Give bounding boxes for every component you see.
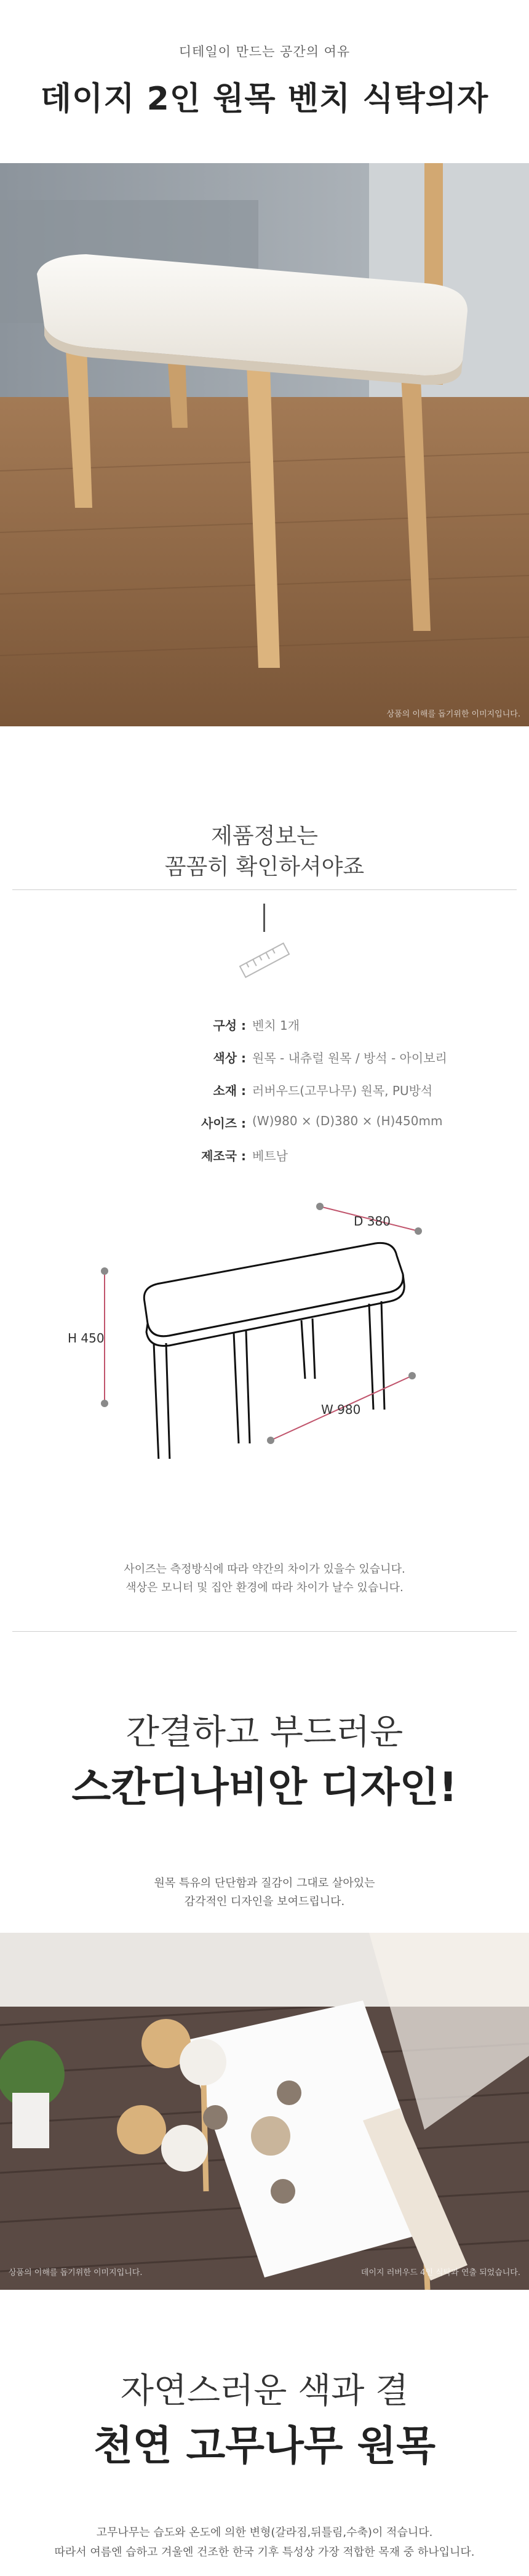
header-tagline: 디테일이 만드는 공간의 여유 <box>178 44 351 59</box>
spec-key: 사이즈 : <box>201 1116 246 1131</box>
spec-row <box>0 1016 529 1040</box>
material-description-line2: 따라서 여름엔 습하고 겨울엔 건조한 한국 기후 특성상 가장 적합한 목재 중 하나입니다. <box>54 2546 475 2559</box>
spec-value: 베트남 <box>252 1149 288 1163</box>
spec-value: 원목 - 내츄럴 원목 / 방석 - 아이보리 <box>252 1051 447 1065</box>
page-title: 데이지 2인 원목 벤치 식탁의자 <box>40 81 489 118</box>
design-headline-line1: 간결하고 부드러운 <box>125 1712 404 1752</box>
dimension-depth-label: D 380 <box>354 1214 391 1229</box>
dimension-height-label: H 450 <box>68 1331 105 1346</box>
spec-value: 벤치 1개 <box>252 1018 300 1033</box>
photo-caption: 상품의 이해를 돕기위한 이미지입니다. <box>386 710 520 719</box>
info-heading-line1: 제품정보는 <box>211 824 318 849</box>
hero-photo-bench <box>0 163 529 726</box>
design-description-line2: 감각적인 디자인을 보여드립니다. <box>184 1895 345 1908</box>
material-description-line1: 고무나무는 습도와 온도에 의한 변형(갈라짐,뒤틀림,수축)이 적습니다. <box>96 2526 433 2539</box>
size-note-line1: 사이즈는 측정방식에 따라 약간의 차이가 있을수 있습니다. <box>124 1563 405 1576</box>
photo-caption-left: 상품의 이해를 돕기위한 이미지입니다. <box>9 2268 143 2277</box>
heading-accent-mark <box>263 904 265 932</box>
material-headline-line2: 천연 고무나무 원목 <box>93 2422 436 2470</box>
section-divider <box>12 889 517 890</box>
bench-photo-illustration <box>0 163 529 726</box>
section-divider <box>12 1631 517 1632</box>
page-header <box>0 0 529 163</box>
info-heading-line2: 꼼꼼히 확인하셔야죠 <box>164 854 365 880</box>
dining-photo-illustration <box>0 1933 529 2290</box>
spec-key: 제조국 : <box>201 1149 246 1163</box>
spec-value: (W)980 × (D)380 × (H)450mm <box>252 1113 443 1128</box>
spec-value: 러버우드(고무나무) 원목, PU방석 <box>252 1083 433 1098</box>
spec-row <box>0 1081 529 1105</box>
photo-caption-right: 데이지 러버우드 4인 식탁과 연출 되었습니다. <box>360 2268 520 2277</box>
dimension-diagram <box>68 1200 461 1459</box>
spec-list <box>0 1016 529 1170</box>
dimension-width-label: W 980 <box>321 1402 361 1417</box>
spec-row <box>0 1146 529 1171</box>
spec-key: 소재 : <box>213 1083 246 1098</box>
spec-key: 구성 : <box>213 1018 246 1033</box>
spec-row <box>0 1113 529 1138</box>
ruler-icon <box>234 939 295 982</box>
size-note-line2: 색상은 모니터 및 집안 환경에 따라 차이가 날수 있습니다. <box>125 1581 404 1594</box>
design-description-line1: 원목 특유의 단단함과 질감이 그대로 살아있는 <box>154 1877 375 1890</box>
dining-set-photo <box>0 1933 529 2290</box>
material-headline-line1: 자연스러운 색과 결 <box>120 2371 409 2411</box>
spec-row <box>0 1048 529 1073</box>
design-headline-line2: 스칸디나비안 디자인! <box>71 1763 458 1811</box>
spec-key: 색상 : <box>213 1051 246 1065</box>
